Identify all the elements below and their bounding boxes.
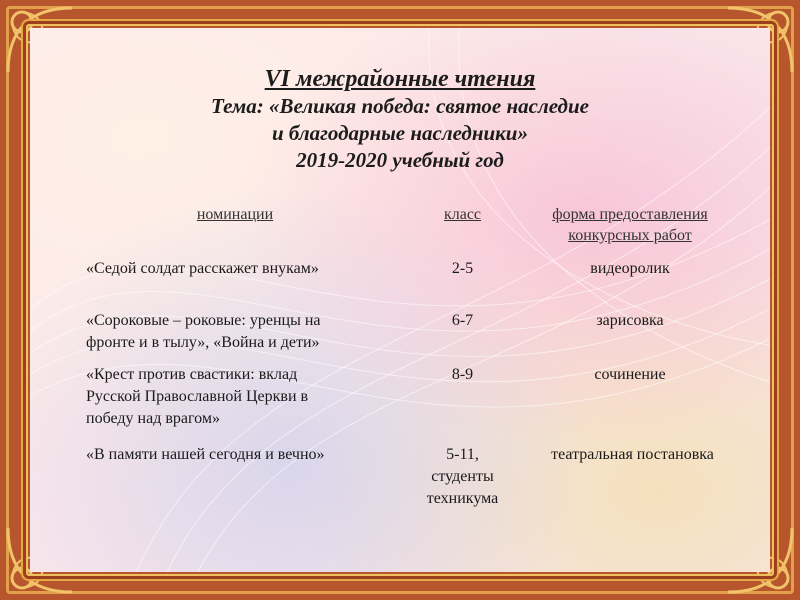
- table-cell-line: «Седой солдат расскажет внукам»: [86, 260, 319, 277]
- header-form-line1: форма предоставления: [552, 206, 708, 223]
- table-cell-line: 6-7: [451, 312, 474, 329]
- theme-line-1: Тема: «Великая победа: святое наследие: [211, 94, 589, 118]
- table-cell-line: студенты: [431, 468, 494, 485]
- row-4-form: театральная постановка: [551, 446, 714, 463]
- row-4-nomination: [86, 444, 406, 466]
- theme-line-2: и благодарные наследники»: [272, 121, 528, 145]
- row-2-form: зарисовка: [596, 312, 664, 329]
- row-2-grade: [415, 310, 510, 332]
- header-form: [520, 204, 740, 246]
- row-2-nomination: [86, 310, 406, 354]
- header-grade: класс: [443, 206, 482, 223]
- row-3-form: сочинение: [594, 366, 666, 383]
- event-title: VI межрайонные чтения: [264, 66, 536, 92]
- table-cell-line: «В памяти нашей сегодня и вечно»: [86, 446, 325, 463]
- table-cell-line: Русской Православной Церкви в: [86, 388, 309, 405]
- row-1-grade: [415, 258, 510, 280]
- header-nominations: номинации: [196, 206, 274, 223]
- table-cell-line: техникума: [426, 490, 499, 507]
- row-4-grade: [415, 444, 510, 510]
- slide-canvas: [30, 28, 770, 572]
- table-cell-line: фронте и в тылу», «Война и дети»: [86, 334, 320, 351]
- row-1-form: видеоролик: [590, 260, 670, 277]
- table-cell-line: «Сороковые – роковые: уренцы на: [86, 312, 321, 329]
- row-3-grade: [415, 364, 510, 386]
- table-cell-line: 8-9: [451, 366, 474, 383]
- slide-heading: [30, 66, 770, 174]
- table-cell-line: «Крест против свастики: вклад: [86, 366, 298, 383]
- table-cell-line: 2-5: [451, 260, 474, 277]
- row-3-nomination: [86, 364, 406, 430]
- header-form-line2: конкурсных работ: [568, 227, 692, 244]
- table-cell-line: победу над врагом»: [86, 410, 220, 427]
- row-1-nomination: [86, 258, 406, 280]
- school-year: 2019-2020 учебный год: [296, 148, 504, 172]
- table-cell-line: 5-11,: [446, 446, 479, 463]
